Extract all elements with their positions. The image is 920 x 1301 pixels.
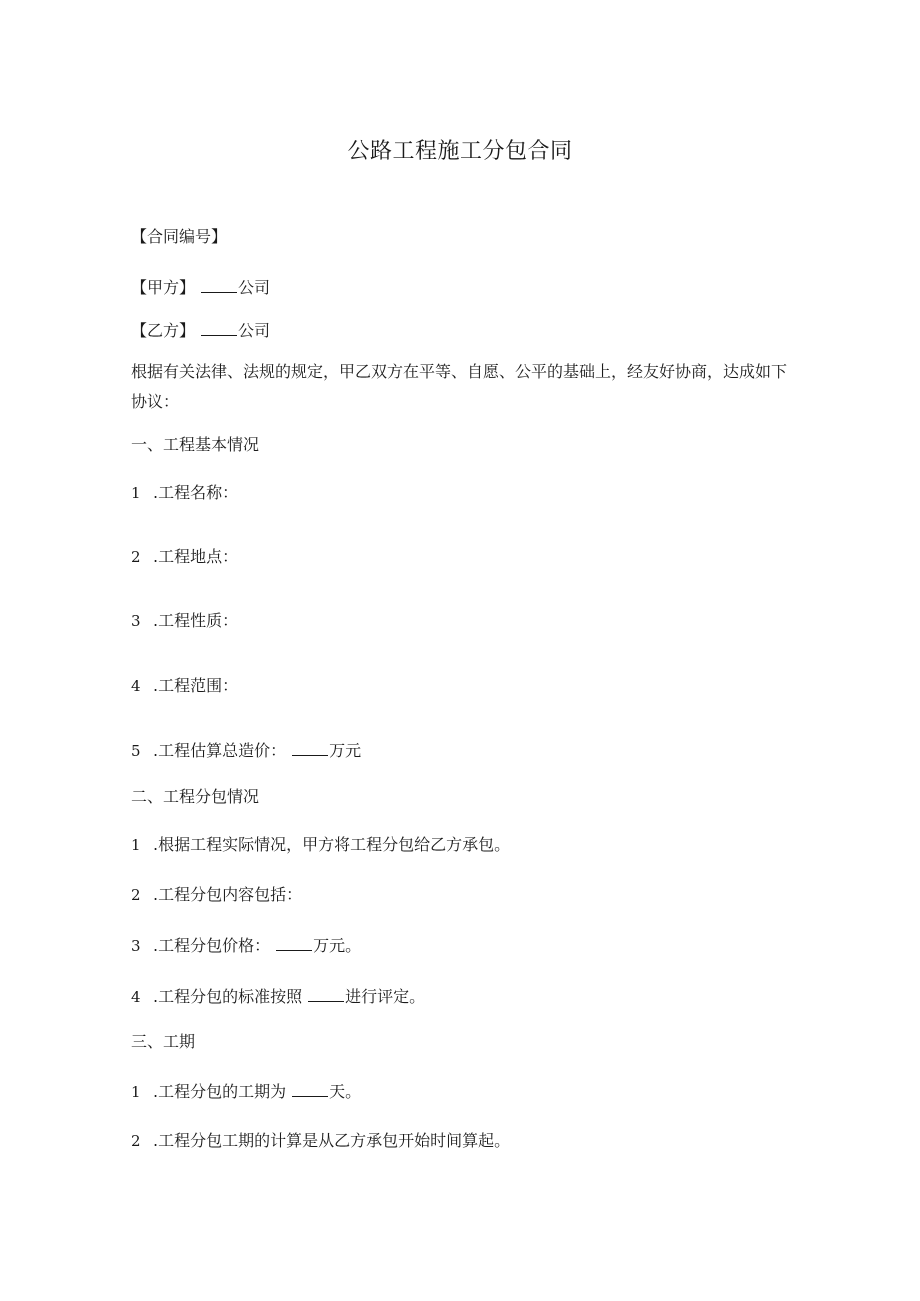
fill-blank bbox=[292, 1080, 328, 1097]
party-a-suffix: 公司 bbox=[238, 278, 271, 297]
clause-item bbox=[131, 546, 238, 568]
clause-item bbox=[131, 482, 238, 504]
section-heading: 三、工期 bbox=[131, 1032, 196, 1051]
clause-item bbox=[131, 884, 302, 906]
clause-text: .工程分包的工期为 bbox=[153, 1082, 287, 1101]
section-heading: 二、工程分包情况 bbox=[131, 787, 260, 806]
clause-number: 2 bbox=[131, 886, 141, 904]
clause-number: 5 bbox=[131, 742, 141, 760]
clause-text: .工程名称： bbox=[153, 483, 239, 502]
clause-item bbox=[131, 834, 510, 856]
party-a-blank bbox=[201, 276, 237, 293]
party-b-label: 【乙方】 bbox=[131, 321, 196, 340]
clause-suffix: 天。 bbox=[329, 1082, 362, 1101]
clause-text: .工程地点： bbox=[153, 547, 239, 566]
section-heading: 一、工程基本情况 bbox=[131, 435, 260, 454]
clause-number: 1 bbox=[131, 1083, 141, 1101]
clause-suffix: 万元 bbox=[329, 741, 362, 760]
party-a-label: 【甲方】 bbox=[131, 278, 196, 297]
clause-text: .工程分包工期的计算是从乙方承包开始时间算起。 bbox=[153, 1131, 511, 1150]
clause-text: .工程性质： bbox=[153, 611, 239, 630]
clause-suffix: 进行评定。 bbox=[345, 987, 426, 1006]
party-a-line bbox=[131, 276, 270, 299]
party-b-suffix: 公司 bbox=[238, 321, 271, 340]
clause-item bbox=[131, 1080, 361, 1103]
preamble-paragraph: 根据有关法律、法规的规定，甲乙双方在平等、自愿、公平的基础上，经友好协商，达成如下协议： bbox=[131, 362, 788, 411]
clause-text: .工程估算总造价： bbox=[153, 741, 287, 760]
fill-blank bbox=[308, 985, 344, 1002]
clause-number: 4 bbox=[131, 988, 141, 1006]
party-b-blank bbox=[201, 319, 237, 336]
contract-number-label: 【合同编号】 bbox=[131, 227, 228, 246]
clause-item bbox=[131, 675, 238, 697]
document-title: 公路工程施工分包合同 bbox=[347, 139, 573, 164]
clause-number: 1 bbox=[131, 836, 141, 854]
clause-suffix: 万元。 bbox=[313, 936, 362, 955]
fill-blank bbox=[292, 739, 328, 756]
clause-number: 3 bbox=[131, 612, 141, 630]
clause-text: .工程分包内容包括： bbox=[153, 885, 303, 904]
clause-item bbox=[131, 934, 361, 957]
clause-item bbox=[131, 1130, 510, 1152]
clause-text: .工程分包价格： bbox=[153, 936, 271, 955]
clause-number: 1 bbox=[131, 484, 141, 502]
clause-number: 4 bbox=[131, 677, 141, 695]
clause-item bbox=[131, 985, 425, 1008]
clause-number: 3 bbox=[131, 937, 141, 955]
clause-text: .工程分包的标准按照 bbox=[153, 987, 303, 1006]
party-b-line bbox=[131, 319, 270, 342]
clause-number: 2 bbox=[131, 1132, 141, 1150]
clause-text: .工程范围： bbox=[153, 676, 239, 695]
clause-text: .根据工程实际情况，甲方将工程分包给乙方承包。 bbox=[153, 835, 511, 854]
clause-item bbox=[131, 610, 238, 632]
clause-number: 2 bbox=[131, 548, 141, 566]
fill-blank bbox=[276, 934, 312, 951]
clause-item bbox=[131, 739, 361, 762]
